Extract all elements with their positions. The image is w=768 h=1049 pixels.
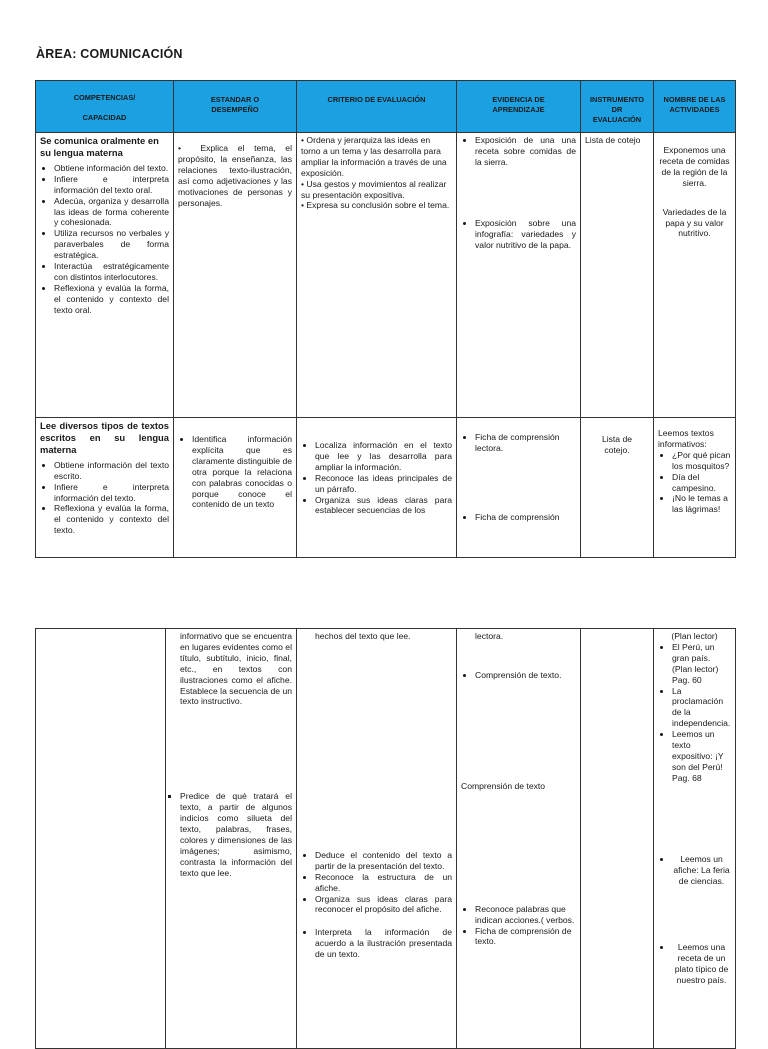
list-item: • Exposición sobre una infografía: variedades y valor nutritivo de la papa. bbox=[475, 218, 576, 251]
activity-intro: Leemos textos informativos: bbox=[658, 428, 714, 449]
list-item: • Deduce el contenido del texto a partir de la presentación del texto. bbox=[315, 850, 452, 872]
list-item: • Reflexiona y evalúa la forma, el contenido y contexto del texto. bbox=[54, 503, 169, 536]
capacidades-list bbox=[40, 163, 169, 316]
cell-criterio-cont bbox=[297, 629, 457, 1049]
competencia-title: Lee diversos tipos de textos escritos en su lengua materna bbox=[40, 420, 169, 455]
list-item: • Usa gestos y movimientos al realizar su presentación expositiva. bbox=[301, 178, 447, 200]
header-row bbox=[36, 81, 736, 133]
row-lee bbox=[36, 418, 736, 558]
list-item: • Infiere e interpreta información del texto. bbox=[54, 482, 169, 504]
cell-actividades-lee bbox=[654, 418, 736, 558]
cell-evidencia-oral bbox=[457, 133, 581, 418]
evidencias-cont-list bbox=[461, 670, 576, 681]
cell-actividades-oral bbox=[654, 133, 736, 418]
list-item: • ¿Por qué pican los mosquitos? bbox=[672, 450, 731, 472]
list-item: • Reconoce palabras que indican acciones.( verbos. bbox=[475, 904, 576, 926]
competencia-title: Se comunica oralmente en su lengua materna bbox=[40, 135, 159, 158]
cell-criterio-oral bbox=[297, 133, 457, 418]
activity-text: (Plan lector) bbox=[671, 631, 718, 641]
list-item: • La proclamación de la independencia. bbox=[672, 686, 731, 730]
list-item: • Día del campesino. bbox=[672, 472, 731, 494]
list-item: • Organiza sus ideas claras para reconocer el propósito del afiche. bbox=[315, 894, 452, 916]
list-item: • Obtiene información del texto. bbox=[54, 163, 169, 174]
cell-competencia-cont bbox=[36, 629, 166, 1049]
cell-competencia-lee bbox=[36, 418, 174, 558]
list-item: • Leemos una receta de un plato típico de nuestro país. bbox=[672, 942, 731, 986]
list-item: • Localiza información en el texto que lee y las desarrolla para ampliar la información. bbox=[315, 440, 452, 473]
list-item: • Leemos un afiche: La feria de ciencias. bbox=[672, 854, 731, 887]
actividades-cont-list bbox=[658, 642, 731, 784]
cell-evidencia-cont bbox=[457, 629, 581, 1049]
cell-instrumento-cont bbox=[581, 629, 654, 1049]
desempeno-cont-text: informativo que se encuentra en lugares evidentes como el título, subtítulo, inicio, final, etc., en textos con ilustraciones como el afiche. Establece la secuencia de un texto instructivo. bbox=[180, 631, 292, 707]
row-lee-continued bbox=[36, 629, 736, 1049]
desempeno-text: • Explica el tema, el propósito, la enseñanza, las relaciones texto-ilustración, así como adjetivaciones y las motivaciones de personas y personajes. bbox=[178, 143, 292, 208]
list-item: • Ficha de comprensión de texto. bbox=[475, 926, 576, 948]
header-instrumento: INSTRUMENTO DR EVALUACIÓN bbox=[581, 81, 654, 133]
header-actividades: NOMBRE DE LAS ACTIVIDADES bbox=[654, 81, 736, 133]
list-item: • Reconoce la estructura de un afiche. bbox=[315, 872, 452, 894]
cell-criterio-lee bbox=[297, 418, 457, 558]
cell-desempeno-lee bbox=[174, 418, 297, 558]
header-criterio: CRITERIO DE EVALUACIÓN bbox=[297, 81, 457, 133]
cell-instrumento-oral: Lista de cotejo bbox=[581, 133, 654, 418]
list-item: • Identifica información explícita que es claramente distinguible de otra porque la relaciona con palabras conocidas o porque conoce el contenido de un texto bbox=[192, 434, 292, 510]
cell-evidencia-lee bbox=[457, 418, 581, 558]
desempeno-list bbox=[178, 434, 292, 510]
competencias-table bbox=[35, 80, 736, 558]
evidencias-list bbox=[461, 135, 576, 250]
cell-actividades-cont bbox=[654, 629, 736, 1049]
competencias-table-continued bbox=[35, 628, 736, 1049]
actividades-list bbox=[658, 450, 731, 515]
evidencia-cont-label: Comprensión de texto bbox=[461, 780, 546, 791]
capacidades-list bbox=[40, 460, 169, 536]
list-item: • Reflexiona y evalúa la forma, el contenido y contexto del texto oral. bbox=[54, 283, 169, 316]
list-item: • Exposición de una una receta sobre comidas de la sierra. bbox=[475, 135, 576, 168]
cell-desempeno-oral bbox=[174, 133, 297, 418]
list-item: • Ordena y jerarquiza las ideas en torno a un tema y las desarrolla para ampliar la información a través de una exposición. bbox=[301, 135, 447, 178]
row-oral bbox=[36, 133, 736, 418]
list-item: • Reconoce las ideas principales de un párrafo. bbox=[315, 473, 452, 495]
list-item: • Utiliza recursos no verbales y paraverbales de forma estratégica. bbox=[54, 228, 169, 261]
list-item: • Obtiene información del texto escrito. bbox=[54, 460, 169, 482]
criterios-cont-list bbox=[301, 850, 452, 960]
criterios-list bbox=[301, 440, 452, 516]
header-estandar: ESTANDAR O DESEMPEÑO bbox=[174, 81, 297, 133]
actividades-cont-list-2 bbox=[658, 854, 731, 986]
list-item: • Expresa su conclusión sobre el tema. bbox=[301, 200, 450, 211]
evidencias-list bbox=[461, 432, 576, 523]
evidencia-cont-text: lectora. bbox=[475, 631, 504, 641]
cell-desempeno-cont bbox=[166, 629, 297, 1049]
page-title: ÀREA: COMUNICACIÓN bbox=[36, 47, 183, 61]
header-competencias: COMPETENCIAS/ CAPACIDAD bbox=[36, 81, 174, 133]
list-item: • Infiere e interpreta información del texto oral. bbox=[54, 174, 169, 196]
criterio-cont-text: hechos del texto que lee. bbox=[315, 631, 411, 641]
cell-instrumento-lee: Lista de cotejo. bbox=[581, 418, 654, 558]
list-item: ▪ Predice de qué tratará el texto, a partir de algunos indicios como silueta del texto, palabras, frases, colores y dimensiones de las imágenes; asimismo, contrasta la información del texto que lee. bbox=[180, 791, 292, 878]
list-item: • Ficha de comprensión lectora. bbox=[475, 432, 576, 454]
list-item: • Interpreta la información de acuerdo a la ilustración presentada de un texto. bbox=[315, 927, 452, 960]
activity-text: Variedades de la papa y su valor nutritivo. bbox=[662, 206, 727, 239]
activity-text: Exponemos una receta de comidas de la región de la sierra. bbox=[659, 145, 730, 188]
list-item: • ¡No le temas a las lágrimas! bbox=[672, 493, 731, 515]
list-item: • El Perú, un gran país. (Plan lector) Pag. 60 bbox=[672, 642, 731, 686]
list-item: • Organiza sus ideas claras para establecer secuencias de los bbox=[315, 495, 452, 517]
list-item: • Ficha de comprensión bbox=[475, 512, 576, 523]
header-evidencia: EVIDENCIA DE APRENDIZAJE bbox=[457, 81, 581, 133]
cell-competencia-oral bbox=[36, 133, 174, 418]
list-item: • Adecúa, organiza y desarrolla las ideas de forma coherente y cohesionada. bbox=[54, 196, 169, 229]
desempeno-cont-list bbox=[174, 791, 292, 878]
evidencias-cont-list-2 bbox=[461, 904, 576, 948]
list-item: • Comprensión de texto. bbox=[475, 670, 576, 681]
list-item: • Interactúa estratégicamente con distintos interlocutores. bbox=[54, 261, 169, 283]
list-item: • Leemos un texto expositivo: ¡Y son del Perú! Pag. 68 bbox=[672, 729, 731, 784]
